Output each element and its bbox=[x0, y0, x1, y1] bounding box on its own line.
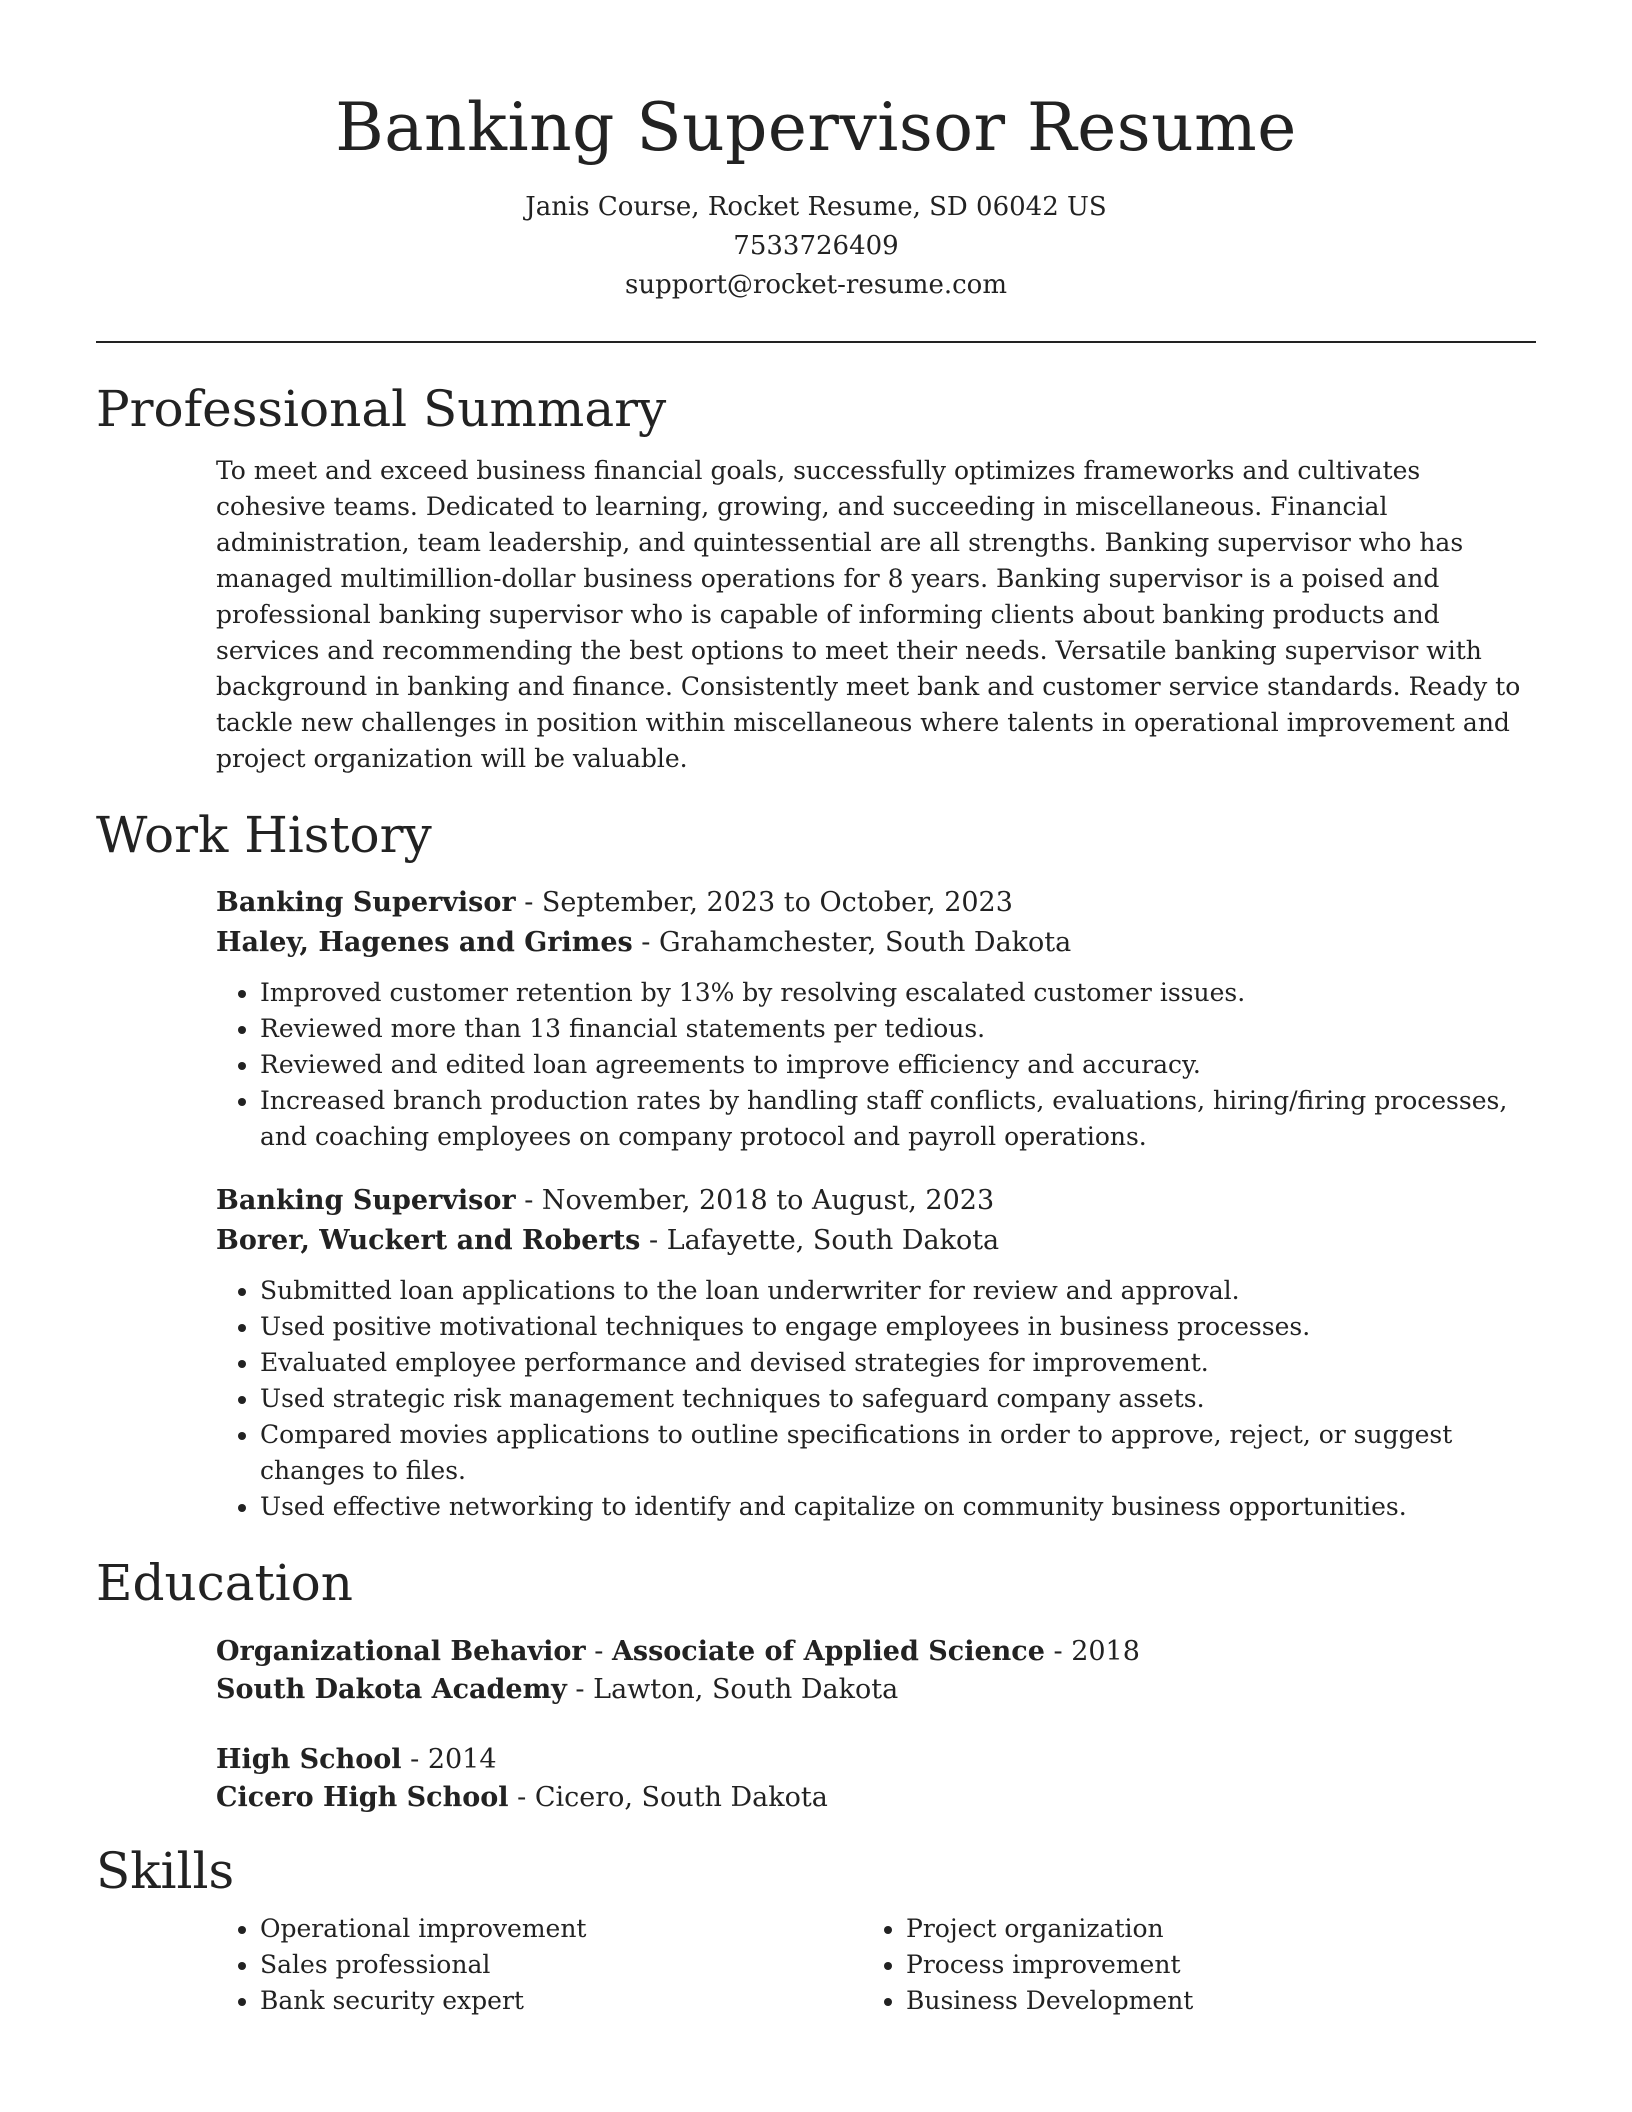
education-school: Cicero High School bbox=[216, 1782, 509, 1813]
education-degree-line bbox=[216, 1741, 1536, 1779]
education-degree-type: Associate of Applied Science bbox=[611, 1636, 1045, 1667]
contact-block bbox=[96, 188, 1536, 305]
resume-header bbox=[96, 0, 1536, 305]
skills-heading: Skills bbox=[96, 1842, 235, 1900]
job-bullet: • Submitted loan applications to the loan underwriter for review and approval. bbox=[260, 1273, 1536, 1309]
job-bullet-list bbox=[216, 1273, 1536, 1525]
separator: - bbox=[1044, 1636, 1072, 1667]
separator: - bbox=[632, 927, 660, 958]
job-title-line bbox=[216, 883, 1536, 923]
job-bullet: • Increased branch production rates by handling staff conflicts, evaluations, hiring/firing processes, and coaching employees on company protocol and payroll operations. bbox=[260, 1083, 1536, 1155]
separator: - bbox=[515, 887, 542, 918]
skills-list bbox=[216, 1911, 862, 2019]
skill-item: • Operational improvement bbox=[260, 1911, 862, 1947]
contact-address: Janis Course, Rocket Resume, SD 06042 US bbox=[525, 192, 1107, 222]
summary-body bbox=[216, 453, 1536, 777]
education-body bbox=[216, 1633, 1536, 1817]
education-school-line bbox=[216, 1671, 1536, 1709]
job-dates: November, 2018 to August, 2023 bbox=[541, 1185, 995, 1216]
job-bullet-list bbox=[216, 975, 1536, 1155]
job-entry bbox=[216, 883, 1536, 1155]
separator: - bbox=[566, 1674, 594, 1705]
skill-item: • Sales professional bbox=[260, 1947, 862, 1983]
education-year: 2018 bbox=[1071, 1636, 1140, 1667]
work-history-body bbox=[216, 883, 1536, 1525]
job-location: Grahamchester, South Dakota bbox=[659, 927, 1072, 958]
summary-text: To meet and exceed business financial goals, successfully optimizes frameworks and cultivates cohesive teams. Dedicated to learning, growing, and succeeding in miscellaneous. Financial administration, team leadership, and quintessential are all strengths. Banking supervisor who has managed multimillion-dollar business operations for 8 years. Banking supervisor is a poised and professional banking supervisor who is capable of informing clients about banking products and services and recommending the best options to meet their needs. Versatile banking supervisor with background in banking and finance. Consistently meet bank and customer service standards. Ready to tackle new challenges in position within miscellaneous where talents in operational improvement and project organization will be valuable. bbox=[216, 456, 1521, 773]
summary-heading: Professional Summary bbox=[96, 380, 667, 438]
job-bullet: • Compared movies applications to outline specifications in order to approve, reject, or suggest changes to files. bbox=[260, 1417, 1536, 1489]
contact-phone: 7533726409 bbox=[733, 231, 899, 261]
job-bullet: • Used positive motivational techniques to engage employees in business processes. bbox=[260, 1309, 1536, 1345]
skill-item: • Project organization bbox=[906, 1911, 1508, 1947]
education-degree: High School bbox=[216, 1744, 402, 1775]
document-title: Banking Supervisor Resume bbox=[335, 89, 1297, 166]
work-history-heading: Work History bbox=[96, 806, 432, 864]
education-section bbox=[96, 1551, 1536, 1817]
job-company: Borer, Wuckert and Roberts bbox=[216, 1225, 641, 1256]
job-company-line bbox=[216, 1221, 1536, 1261]
job-bullet: • Used strategic risk management techniques to safeguard company assets. bbox=[260, 1381, 1536, 1417]
skill-item: • Process improvement bbox=[906, 1947, 1508, 1983]
job-title: Banking Supervisor bbox=[216, 1185, 516, 1216]
separator: - bbox=[401, 1744, 428, 1775]
separator: - bbox=[515, 1185, 542, 1216]
job-title-line bbox=[216, 1181, 1536, 1221]
job-title: Banking Supervisor bbox=[216, 887, 516, 918]
job-bullet: • Improved customer retention by 13% by resolving escalated customer issues. bbox=[260, 975, 1536, 1011]
education-heading: Education bbox=[96, 1554, 353, 1612]
job-bullet: • Used effective networking to identify and capitalize on community business opportunities. bbox=[260, 1489, 1536, 1525]
summary-section bbox=[96, 377, 1536, 777]
education-school-line bbox=[216, 1779, 1536, 1817]
job-dates: September, 2023 to October, 2023 bbox=[541, 887, 1013, 918]
education-year: 2014 bbox=[427, 1744, 497, 1775]
job-entry bbox=[216, 1181, 1536, 1525]
job-location: Lafayette, South Dakota bbox=[666, 1225, 1000, 1256]
skill-item: • Business Development bbox=[906, 1983, 1508, 2019]
education-entry bbox=[216, 1741, 1536, 1817]
job-bullet: • Reviewed and edited loan agreements to improve efficiency and accuracy. bbox=[260, 1047, 1536, 1083]
education-degree: Organizational Behavior bbox=[216, 1636, 586, 1667]
job-company-line bbox=[216, 923, 1536, 963]
education-degree-line bbox=[216, 1633, 1536, 1671]
education-location: Cicero, South Dakota bbox=[534, 1782, 828, 1813]
skill-item: • Bank security expert bbox=[260, 1983, 862, 2019]
job-company: Haley, Hagenes and Grimes bbox=[216, 927, 633, 958]
separator: - bbox=[508, 1782, 535, 1813]
separator: - bbox=[585, 1636, 612, 1667]
work-history-section bbox=[96, 803, 1536, 1525]
education-location: Lawton, South Dakota bbox=[593, 1674, 899, 1705]
job-bullet: • Reviewed more than 13 financial statements per tedious. bbox=[260, 1011, 1536, 1047]
skills-body bbox=[216, 1911, 1536, 2019]
skills-list bbox=[862, 1911, 1508, 2019]
education-school: South Dakota Academy bbox=[216, 1674, 567, 1705]
job-bullet: • Evaluated employee performance and devised strategies for improvement. bbox=[260, 1345, 1536, 1381]
skills-grid bbox=[216, 1911, 1536, 2019]
header-divider bbox=[96, 341, 1536, 343]
education-entry bbox=[216, 1633, 1536, 1709]
skills-column-left bbox=[216, 1911, 862, 2019]
skills-section bbox=[96, 1839, 1536, 2019]
separator: - bbox=[640, 1225, 667, 1256]
contact-email: support@rocket-resume.com bbox=[624, 270, 1007, 300]
skills-column-right bbox=[862, 1911, 1508, 2019]
